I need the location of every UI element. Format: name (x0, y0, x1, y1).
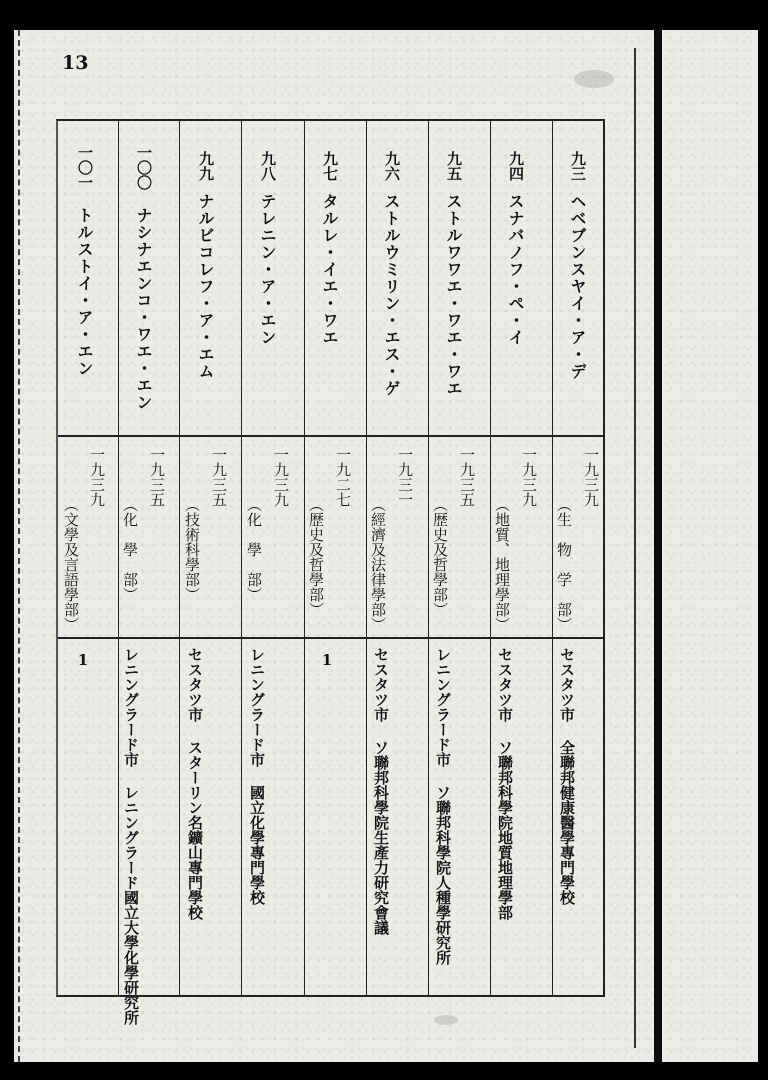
member-year: 一九三九 (272, 447, 290, 507)
column-separator (118, 121, 119, 995)
member-faculty: （生 物 学 部） (555, 497, 573, 632)
column-separator (428, 121, 429, 995)
right-margin-thin-line (634, 48, 636, 1048)
paper-stain (434, 1015, 458, 1025)
row-number: 九五 (445, 151, 463, 181)
document-page (14, 30, 758, 1062)
row-number: 九六 (383, 151, 401, 181)
row-number: 九八 (259, 151, 277, 181)
row-number: 一〇〇 (135, 145, 153, 190)
table-divider-name-year (58, 435, 603, 437)
member-name: ストルウミリン・エス・ゲ (382, 193, 401, 397)
member-faculty: （化 學 部） (245, 497, 263, 602)
column-separator (241, 121, 242, 995)
table-divider-year-place (58, 637, 603, 639)
member-affiliation: セスタツ市 ソ聯邦科學院生產力研究會議 (372, 647, 390, 935)
member-name: タルレ・イエ・ワエ (320, 193, 339, 346)
row-number: 九三 (569, 151, 587, 181)
member-faculty: （歴史及哲學部） (307, 497, 325, 617)
member-year: 一九三五 (148, 447, 166, 507)
column-separator (490, 121, 491, 995)
member-name: ナルビコレフ・ア・エム (196, 193, 215, 380)
member-faculty: （文學及言語學部） (62, 497, 80, 632)
member-affiliation: レニングラード市 ソ聯邦科學院人種學研究所 (434, 647, 452, 965)
member-affiliation: 1 (74, 651, 92, 669)
member-name: テレニン・ア・エン (258, 193, 277, 346)
column-separator (304, 121, 305, 995)
member-affiliation: セスタツ市 全聯邦健康醫學專門學校 (558, 647, 576, 905)
paper-stain (574, 70, 614, 88)
page-number: 13 (62, 52, 89, 74)
member-year: 一九三九 (88, 447, 106, 507)
column-separator (179, 121, 180, 995)
member-faculty: （化 學 部） (121, 497, 139, 602)
row-number: 九七 (321, 151, 339, 181)
member-name: ヘベブンスヤイ・ア・デ (568, 193, 587, 380)
member-table (56, 119, 605, 1025)
member-faculty: （地質、地理學部） (493, 497, 511, 632)
member-name: ナシナエンコ・ワエ・エン (134, 207, 153, 411)
member-year: 一九三五 (210, 447, 228, 507)
member-year: 一九三一 (396, 447, 414, 507)
row-number: 九九 (197, 151, 215, 181)
row-number: 一〇一 (76, 145, 94, 190)
row-number: 九四 (507, 151, 525, 181)
member-name: トルストイ・ア・エン (75, 207, 94, 377)
right-margin-thick-rule (654, 30, 662, 1062)
member-faculty: （經濟及法律學部） (369, 497, 387, 632)
left-margin-dashed-line (18, 30, 20, 1062)
column-separator (366, 121, 367, 995)
member-faculty: （歴史及哲學部） (431, 497, 449, 617)
column-separator (552, 121, 553, 995)
member-affiliation: セスタツ市 ソ聯邦科學院地質地理學部 (496, 647, 514, 920)
member-affiliation: レニングラード市 レニングラード國立大學化學研究所 (122, 647, 140, 1025)
member-affiliation: セスタツ市 スターリン名鑛山專門學校 (186, 647, 204, 920)
member-faculty: （技術科學部） (183, 497, 201, 602)
member-year: 一九三九 (582, 447, 600, 507)
member-affiliation: レニングラード市 國立化學專門學校 (248, 647, 266, 905)
member-name: ストルワワエ・ワエ・ワエ (444, 193, 463, 397)
member-affiliation: 1 (318, 651, 336, 669)
member-year: 一九三五 (458, 447, 476, 507)
member-year: 一九三九 (520, 447, 538, 507)
member-year: 一九二七 (334, 447, 352, 507)
member-name: スナバノフ・ペ・イ (506, 193, 525, 346)
